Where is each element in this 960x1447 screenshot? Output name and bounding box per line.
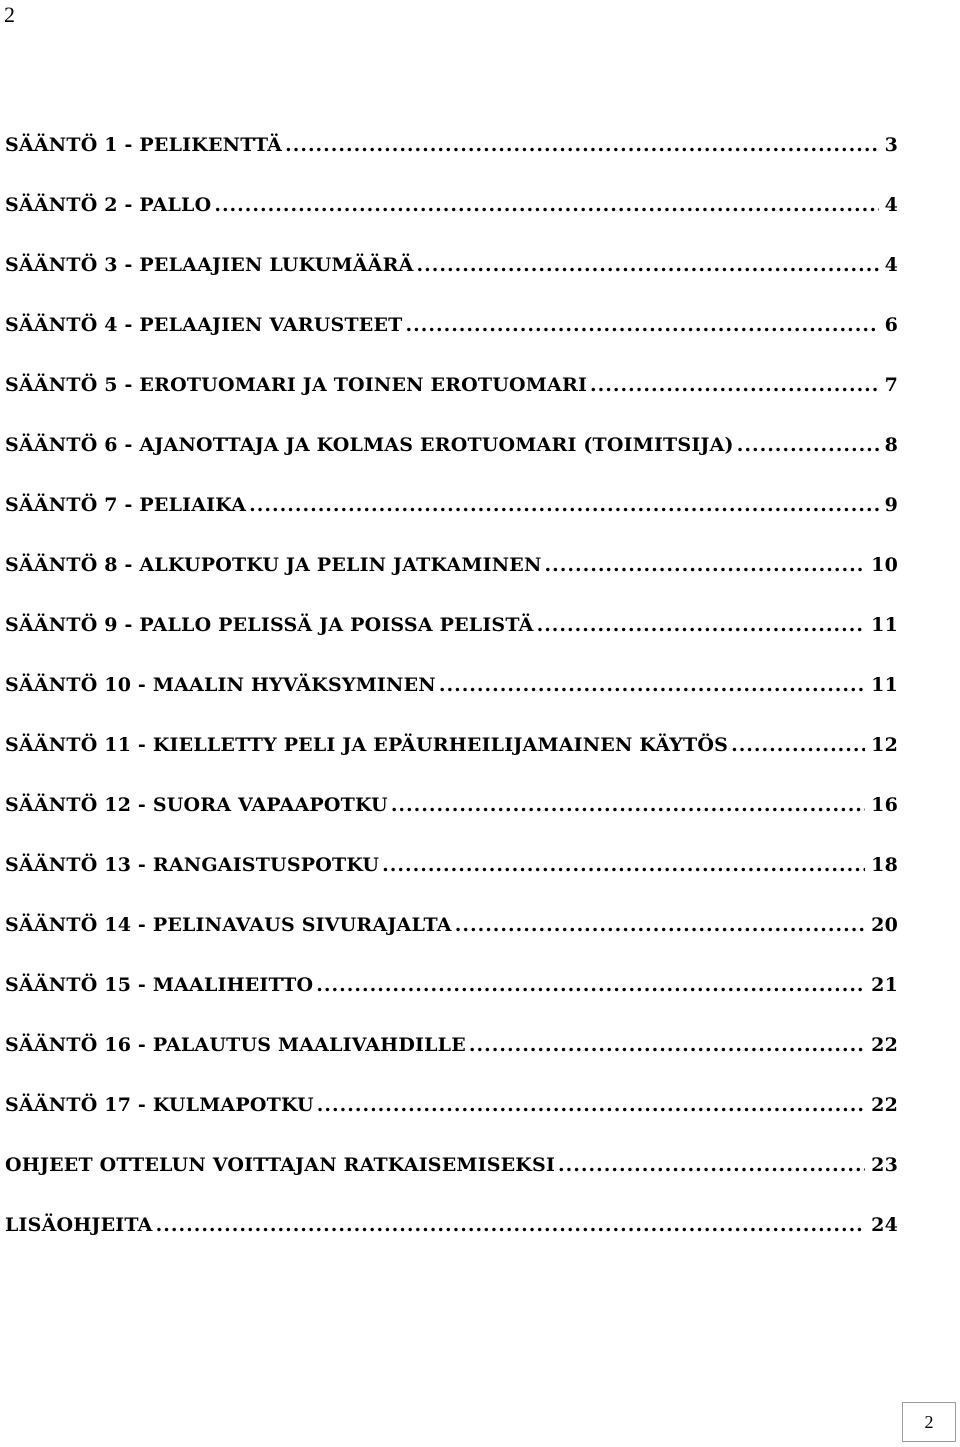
toc-dot-leader: [382, 852, 865, 878]
toc-entry[interactable]: [5, 192, 898, 252]
toc-entry[interactable]: [5, 792, 898, 852]
toc-entry-title: SÄÄNTÖ 8 - ALKUPOTKU JA PELIN JATKAMINEN: [5, 554, 542, 576]
toc-dot-leader: [285, 132, 878, 158]
toc-dot-leader: [417, 252, 879, 278]
toc-entry[interactable]: [5, 1092, 898, 1152]
toc-entry-page: 24: [871, 1214, 898, 1236]
toc-entry-title: SÄÄNTÖ 10 - MAALIN HYVÄKSYMINEN: [5, 674, 436, 696]
toc-entry-title: SÄÄNTÖ 4 - PELAAJIEN VARUSTEET: [5, 314, 403, 336]
toc-entry-page: 7: [884, 374, 898, 396]
toc-dot-leader: [737, 432, 879, 458]
toc-entry-title: SÄÄNTÖ 16 - PALAUTUS MAALIVAHDILLE: [5, 1034, 466, 1056]
toc-entry-title: SÄÄNTÖ 7 - PELIAIKA: [5, 494, 247, 516]
toc-dot-leader: [406, 312, 879, 338]
toc-entry-page: 22: [871, 1034, 898, 1056]
toc-entry-title: OHJEET OTTELUN VOITTAJAN RATKAISEMISEKSI: [5, 1154, 556, 1176]
toc-entry-title: SÄÄNTÖ 12 - SUORA VAPAAPOTKU: [5, 794, 388, 816]
toc-entry-page: 23: [871, 1154, 898, 1176]
toc-entry[interactable]: [5, 1212, 898, 1272]
toc-entry-title: SÄÄNTÖ 15 - MAALIHEITTO: [5, 974, 314, 996]
toc-dot-leader: [214, 192, 878, 218]
toc-entry[interactable]: [5, 732, 898, 792]
toc-entry[interactable]: [5, 132, 898, 192]
toc-entry[interactable]: [5, 1032, 898, 1092]
page-header-number: 2: [4, 2, 15, 27]
toc-entry[interactable]: [5, 432, 898, 492]
toc-entry[interactable]: [5, 672, 898, 732]
toc-entry-page: 20: [871, 914, 898, 936]
toc-dot-leader: [469, 1032, 865, 1058]
toc-dot-leader: [391, 792, 865, 818]
toc-dot-leader: [156, 1212, 866, 1238]
toc-dot-leader: [317, 1092, 865, 1118]
toc-entry[interactable]: [5, 972, 898, 1032]
toc-entry[interactable]: [5, 1152, 898, 1212]
toc-entry-page: 16: [871, 794, 898, 816]
toc-entry-page: 11: [871, 614, 898, 636]
toc-entry-title: SÄÄNTÖ 14 - PELINAVAUS SIVURAJALTA: [5, 914, 452, 936]
toc-dot-leader: [316, 972, 865, 998]
toc-entry-title: SÄÄNTÖ 2 - PALLO: [5, 194, 212, 216]
table-of-contents: [5, 132, 898, 1272]
toc-entry-page: 3: [884, 134, 898, 156]
toc-entry-page: 6: [884, 314, 898, 336]
toc-entry-title: SÄÄNTÖ 11 - KIELLETTY PELI JA EPÄURHEILIJAMAINEN KÄYTÖS: [5, 734, 729, 756]
toc-entry[interactable]: [5, 852, 898, 912]
toc-entry[interactable]: [5, 612, 898, 672]
toc-entry-page: 4: [884, 194, 898, 216]
toc-entry[interactable]: [5, 372, 898, 432]
toc-entry-page: 10: [871, 554, 898, 576]
toc-entry[interactable]: [5, 552, 898, 612]
toc-entry[interactable]: [5, 492, 898, 552]
toc-entry-title: SÄÄNTÖ 3 - PELAAJIEN LUKUMÄÄRÄ: [5, 254, 414, 276]
toc-dot-leader: [455, 912, 865, 938]
toc-entry-title: LISÄOHJEITA: [5, 1214, 153, 1236]
toc-entry-title: SÄÄNTÖ 17 - KULMAPOTKU: [5, 1094, 314, 1116]
toc-dot-leader: [590, 372, 879, 398]
toc-dot-leader: [731, 732, 865, 758]
toc-entry-page: 22: [871, 1094, 898, 1116]
toc-entry[interactable]: [5, 912, 898, 972]
toc-dot-leader: [558, 1152, 865, 1178]
toc-dot-leader: [249, 492, 878, 518]
toc-entry-page: 4: [884, 254, 898, 276]
toc-entry-page: 9: [884, 494, 898, 516]
toc-entry[interactable]: [5, 252, 898, 312]
toc-dot-leader: [439, 672, 865, 698]
toc-entry-title: SÄÄNTÖ 5 - EROTUOMARI JA TOINEN EROTUOMARI: [5, 374, 588, 396]
toc-entry-title: SÄÄNTÖ 1 - PELIKENTTÄ: [5, 134, 283, 156]
toc-entry-title: SÄÄNTÖ 6 - AJANOTTAJA JA KOLMAS EROTUOMARI (TOIMITSIJA): [5, 434, 734, 456]
toc-entry-page: 8: [884, 434, 898, 456]
toc-entry-page: 11: [871, 674, 898, 696]
toc-entry-page: 12: [871, 734, 898, 756]
page-number-box: 2: [902, 1402, 956, 1442]
toc-entry[interactable]: [5, 312, 898, 372]
toc-entry-title: SÄÄNTÖ 13 - RANGAISTUSPOTKU: [5, 854, 380, 876]
toc-entry-page: 18: [871, 854, 898, 876]
toc-entry-title: SÄÄNTÖ 9 - PALLO PELISSÄ JA POISSA PELISTÄ: [5, 614, 534, 636]
toc-entry-page: 21: [871, 974, 898, 996]
toc-dot-leader: [545, 552, 866, 578]
toc-dot-leader: [537, 612, 866, 638]
